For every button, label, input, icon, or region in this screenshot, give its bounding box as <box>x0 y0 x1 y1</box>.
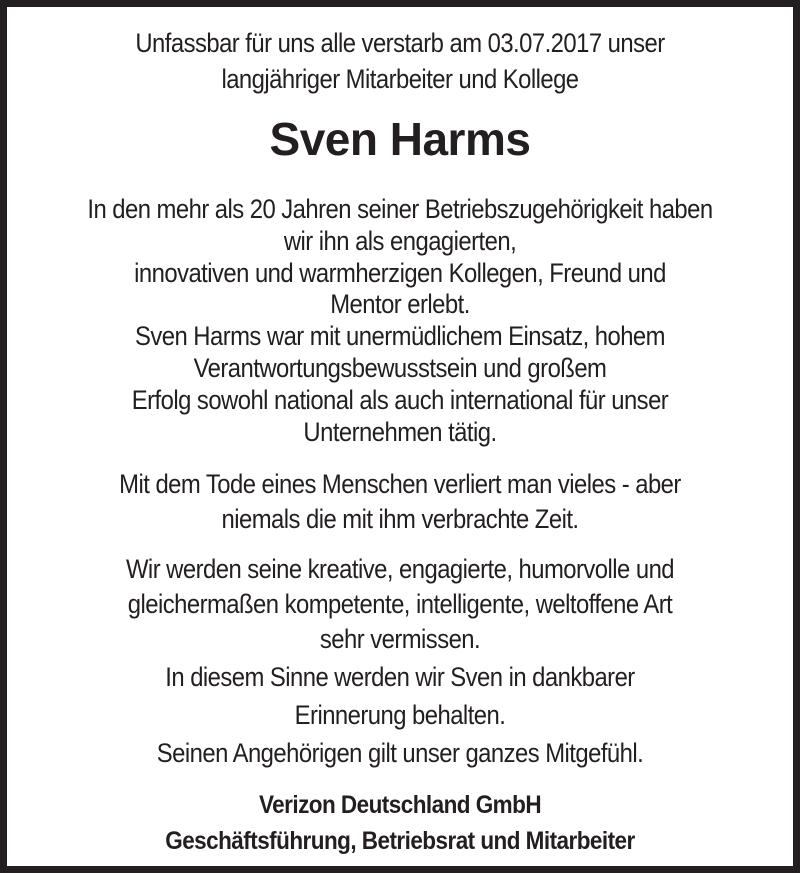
text-line: Erinnerung behalten. <box>294 700 506 730</box>
text-line: Sven Harms war mit unermüdlichem Einsatz, hohem <box>134 321 665 352</box>
text-line: In den mehr als 20 Jahren seiner Betriebszugehörigkeit haben <box>87 194 713 224</box>
deceased-name: Sven Harms <box>269 113 531 165</box>
intro-line: langjähriger Mitarbeiter und Kollege <box>221 64 579 94</box>
text-line: wir ihn als engagierten, <box>283 225 517 256</box>
text-line: niemals die mit ihm verbrachte Zeit. <box>221 504 579 534</box>
text-line: Verantwortungsbewusstsein und großem <box>193 352 607 383</box>
tribute-paragraph <box>7 194 793 448</box>
intro-text <box>7 25 793 97</box>
signature-block <box>7 787 793 859</box>
text-line: Mit dem Tode eines Menschen verliert man vieles - aber <box>119 469 681 499</box>
remembrance-paragraph <box>7 552 793 657</box>
text-line: Wir werden seine kreative, engagierte, humorvolle und <box>125 554 675 584</box>
text-line: In diesem Sinne werden wir Sven in dankbarer <box>165 662 635 692</box>
text-line: Seinen Angehörigen gilt unser ganzes Mitgefühl. <box>156 738 644 768</box>
text-line: gleichermaßen kompetente, intelligente, weltoffene Art <box>127 589 673 619</box>
text-line: innovativen und warmherzigen Kollegen, Freund und <box>134 257 666 288</box>
text-line: Mentor erlebt. <box>330 289 470 320</box>
intro-line: Unfassbar für uns alle verstarb am 03.07.2017 unser <box>135 28 665 58</box>
signatories: Geschäftsführung, Betriebsrat und Mitarbeiter <box>165 827 635 855</box>
text-line: sehr vermissen. <box>319 624 481 654</box>
quote-paragraph <box>7 467 793 537</box>
text-line: Unternehmen tätig. <box>303 416 497 447</box>
condolence-paragraph <box>7 658 793 772</box>
text-line: Erfolg sowohl national als auch international für unser <box>131 384 669 415</box>
company-name: Verizon Deutschland GmbH <box>258 791 542 819</box>
